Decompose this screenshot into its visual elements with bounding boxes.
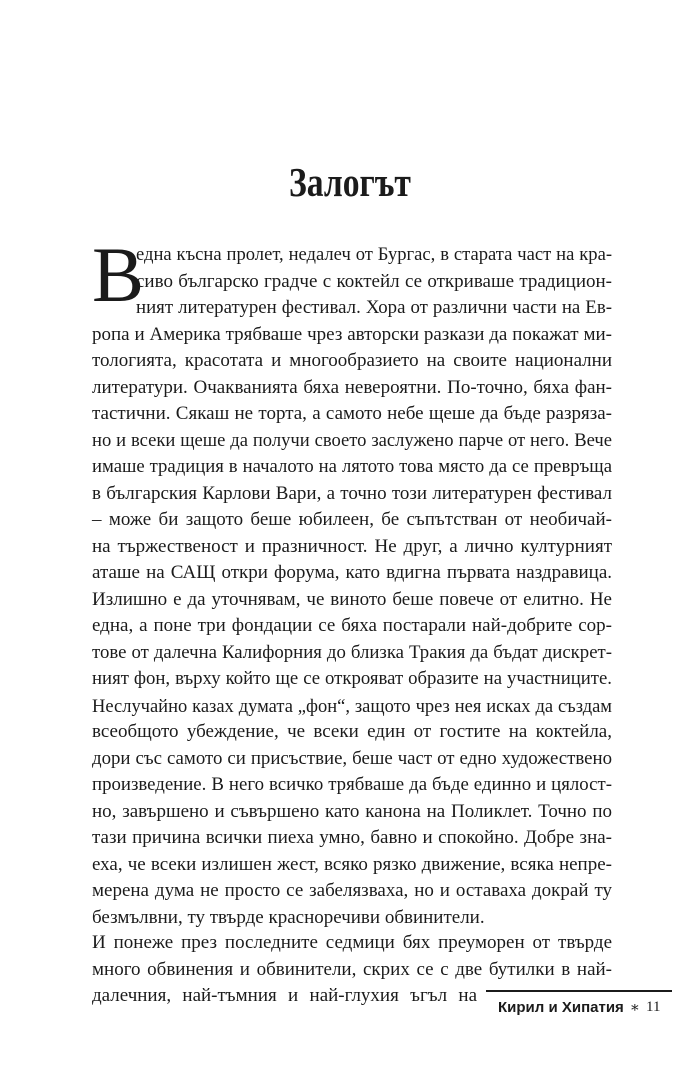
text-line: но, завършено и съвършено като канона на Поликлет. Точно по bbox=[92, 800, 612, 822]
separator-star-icon: ∗ bbox=[629, 1000, 640, 1016]
text-line: но и всеки щеше да получи своето заслужено парче от него. Вече bbox=[92, 429, 612, 451]
text-line: аташе на САЩ откри форума, като вдигна първата наздравица. bbox=[92, 562, 612, 583]
text-line: в българския Карлови Вари, а точно този литературен фестивал bbox=[92, 482, 612, 504]
text-line: Излишно е да уточнявам, че виното беше повече от елитно. Не bbox=[92, 588, 612, 610]
text-line: всеобщото убеждение, че всеки един от гостите на коктейла, bbox=[92, 721, 612, 742]
text-line: литератури. Очакванията бяха невероятни. По-точно, бяха фан- bbox=[92, 376, 612, 398]
text-line: мерена дума не просто се забелязваха, но и оставаха докрай ту bbox=[92, 880, 612, 901]
text-line: сиво българско градче с коктейл се откриваше традицион- bbox=[136, 270, 612, 292]
paragraph-1 bbox=[92, 242, 612, 931]
text-line: тази причина всички пиеха умно, бавно и спокойно. Добре зна- bbox=[92, 827, 612, 848]
text-line: тологията, красотата и многообразието на своите национални bbox=[92, 350, 612, 371]
text-line: една, а поне три фондации се бяха постарали най-добрите сор- bbox=[92, 615, 612, 636]
text-line: много обвинения и обвинители, скрих се с две бутилки в най- bbox=[92, 958, 612, 980]
text-line: И понеже през последните седмици бях преуморен от твърде bbox=[92, 932, 612, 953]
text-line: ропа и Америка трябваше чрез авторски разкази да покажат ми- bbox=[92, 323, 612, 345]
text-line: една късна пролет, недалеч от Бургас, в старата част на кра- bbox=[136, 244, 612, 265]
text-line: ният литературен фестивал. Хора от различни части на Ев- bbox=[136, 297, 612, 318]
running-book-title: Кирил и Хипатия bbox=[498, 999, 624, 1016]
text-line: Неслучайно казах думата „фон“, защото чрез нея исках да създам bbox=[92, 695, 612, 716]
text-line: тастични. Сякаш не торта, а самото небе щеше да бъде разрязa- bbox=[92, 403, 612, 424]
text-line: имаше традиция в началото на лятото това място да се превръща bbox=[92, 456, 612, 477]
page-number: 11 bbox=[646, 999, 661, 1015]
text-line: еха, че всеки излишен жест, всяко рязко движение, всяка непре- bbox=[92, 853, 612, 875]
text-line: тове от далечна Калифорния до близка Тракия да бъдат дискрет- bbox=[92, 641, 612, 663]
text-line: далечния, най-тъмния и най-глухия ъгъл на bbox=[92, 985, 477, 1006]
chapter-title: Залогът bbox=[289, 159, 411, 205]
text-line: безмълвни, ту твърде красноречиви обвинители. bbox=[92, 906, 485, 928]
text-line: произведение. В него всичко трябваше да бъде единно и цялост- bbox=[92, 774, 612, 795]
text-line: – може би защото беше юбилеен, бе съпътстван от необичай- bbox=[92, 509, 612, 530]
text-line: ният фон, върху който ще се открояват образите на участниците. bbox=[92, 668, 612, 689]
text-line: на тържественост и празничност. Не друг, а лично културният bbox=[92, 535, 612, 557]
drop-cap: В bbox=[92, 231, 145, 318]
text-line: дори със самото си присъствие, беше част от едно художествено bbox=[92, 747, 612, 769]
page-footer bbox=[486, 990, 672, 1017]
